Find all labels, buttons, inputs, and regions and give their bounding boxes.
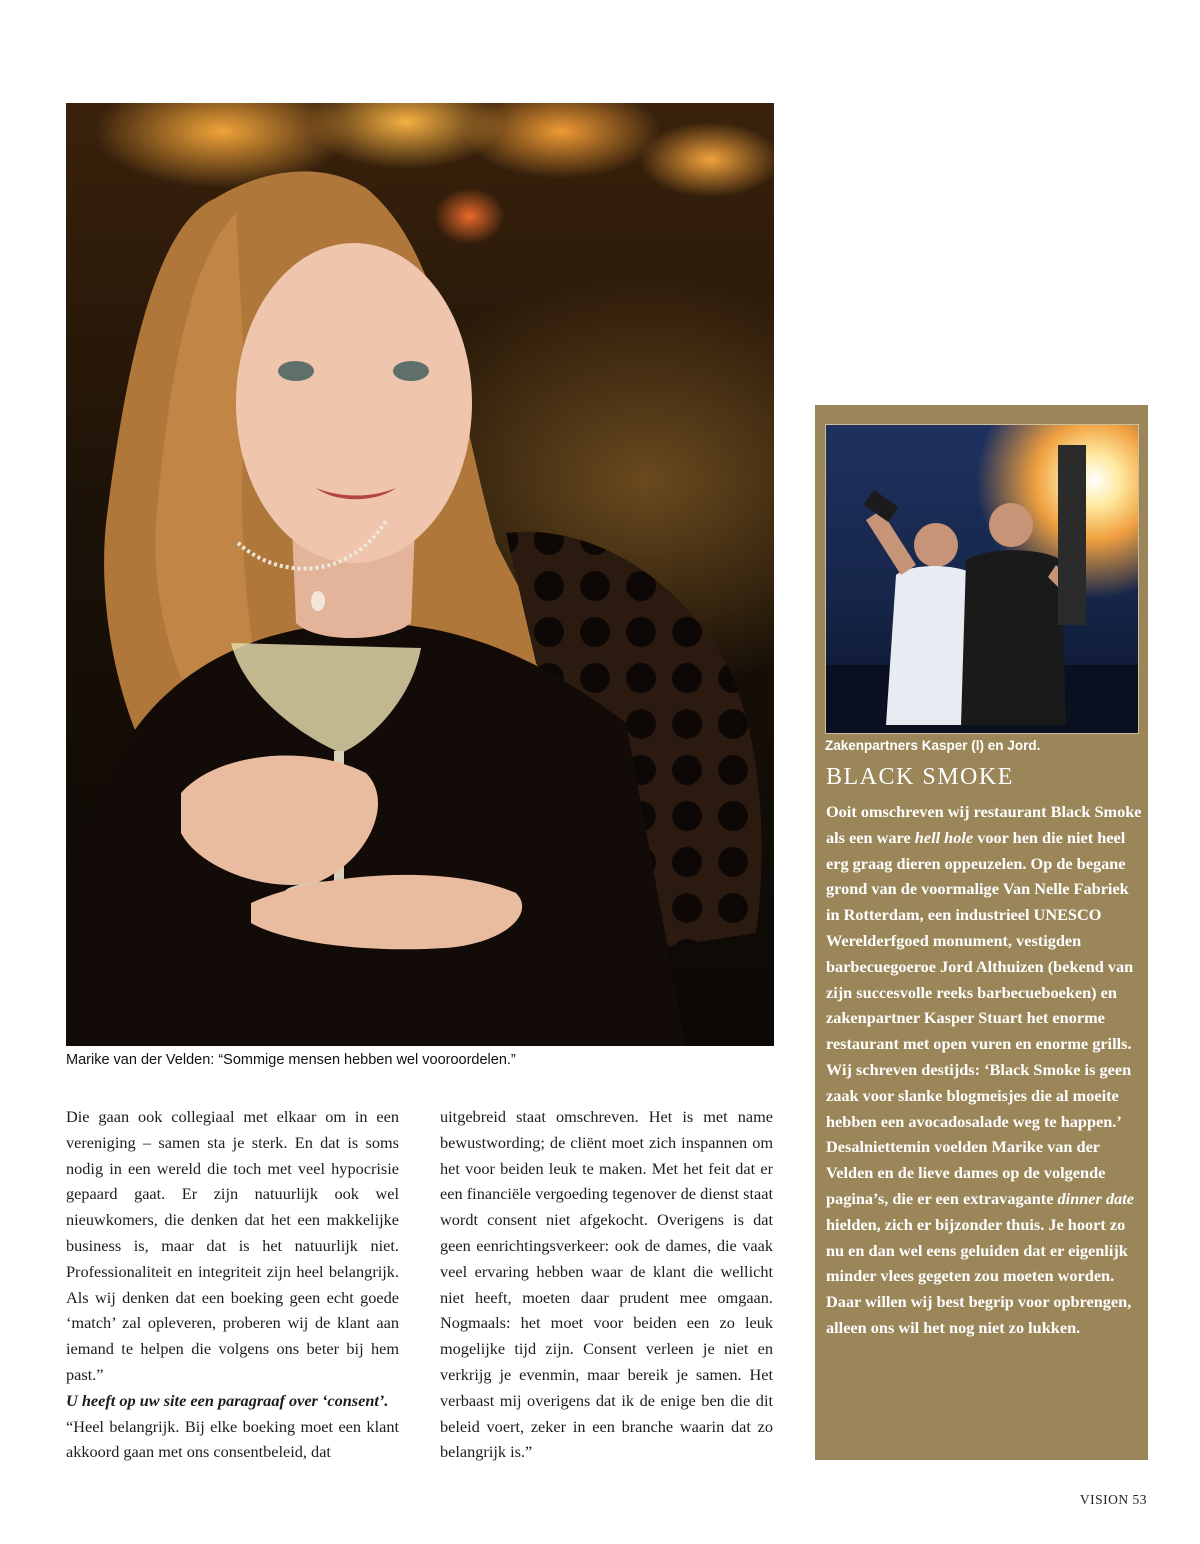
article-paragraph: “Heel belangrijk. Bij elke boeking moet een klant akkoord gaan met ons consentbeleid, dat <box>66 1416 399 1462</box>
article-paragraph: uitgebreid staat omschreven. Het is met name bewustwording; de cliënt moet zich inspannen om het voor beiden leuk te maken. Met het feit dat er een financiële vergoeding tegenover de dienst staat wordt consent niet afgekocht. Overigens is dat geen eenrichtingsverkeer: ook de dames, die vaak veel ervaring hebben waar de klant die wellicht niet heeft, moeten daar prudent mee omgaan. Nogmaals: het moet voor beiden een zo leuk mogelijke tijd zijn. Consent verleen je niet en verkrijg je evenmin, maar bereik je samen. Het verbaast mij overigens dat ik de enige ben die dit beleid voert, zeker in een branche waarin dat zo belangrijk is.” <box>440 1107 773 1462</box>
article-paragraph: Die gaan ook collegiaal met elkaar om in een vereniging – samen sta je sterk. En dat is soms nodig in een wereld die toch met veel hypocrisie gepaard gaat. Er zijn natuurlijk ook wel nieuwkomers, die denken dat het een makkelijke business is, maar dat is het natuurlijk niet. Professionaliteit en integriteit zijn heel belangrijk. Als wij denken dat een boeking geen echt goede ‘match’ zal opleveren, proberen wij de klant aan iemand te helpen die volgens ons beter bij hem past.” <box>66 1107 399 1384</box>
business-partners-image <box>826 425 1138 733</box>
woman-with-cocktail-glass-image <box>66 103 774 1046</box>
main-photo-caption: Marike van der Velden: “Sommige mensen hebben wel vooroordelen.” <box>66 1052 516 1068</box>
sidebar-photo-caption: Zakenpartners Kasper (l) en Jord. <box>825 738 1041 753</box>
article-column-2 <box>440 1104 773 1465</box>
sidebar-title: BLACK SMOKE <box>826 764 1014 790</box>
sidebar-text: hielden, zich er bijzonder thuis. Je hoort zo nu en dan wel eens geluiden dat er eigenlijk minder vlees gegeten zou moeten worden. Daar willen wij best begrip voor opbrengen, alleen ons wil het nog niet zo lukken. <box>826 1214 1132 1337</box>
sidebar-body <box>826 799 1144 1341</box>
black-smoke-sidebar <box>815 405 1148 1460</box>
main-photo <box>66 103 774 1046</box>
sidebar-emphasis: dinner date <box>1057 1188 1134 1208</box>
page-footer-label: VISION 53 <box>1079 1492 1147 1507</box>
sidebar-emphasis: hell hole <box>914 827 974 847</box>
interview-question: U heeft op uw site een paragraaf over ‘consent’. <box>66 1390 389 1410</box>
sidebar-text: voor hen die niet heel erg graag dieren oppeuzelen. Op de begane grond van de voormalige Van Nelle Fabriek in Rotterdam, een industrieel UNESCO Werelderfgoed monument, vestigden barbecuegoeroe Jord Althuizen (bekend van zijn succesvolle reeks barbecueboeken) en zakenpartner Kasper Stuart het enorme restaurant met open vuren en enorme grills. Wij schreven destijds: ‘Black Smoke is geen zaak voor slanke blogmeisjes die al moeite hebben een avocadosalade weg te happen.’ Desalniettemin voelden Marike van der Velden en de lieve dames op de volgende pagina’s, die er een extravagante <box>826 827 1134 1208</box>
sidebar-photo <box>825 424 1139 734</box>
sidebar-text: Ooit omschreven wij restaurant Black Smoke als een ware <box>826 802 1142 847</box>
article-column-1 <box>66 1104 399 1465</box>
